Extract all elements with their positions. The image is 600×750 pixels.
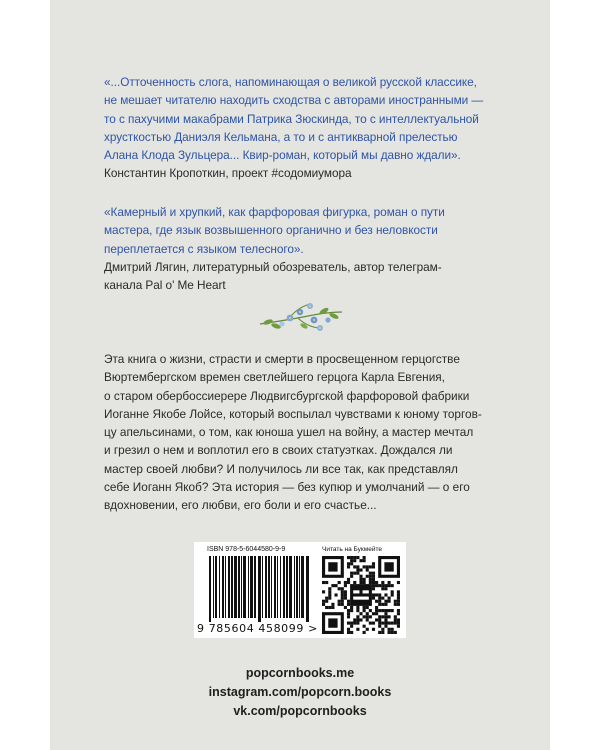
qr-caption: Читать на Букмейте xyxy=(322,546,382,553)
quote-line: переплетается с языком телесного». xyxy=(104,241,304,256)
back-cover xyxy=(50,0,550,750)
quote-line: не мешает читателю находить сходства с авторами иностранными — xyxy=(104,93,484,108)
qr-code-icon[interactable] xyxy=(322,556,400,634)
vk-link[interactable]: vk.com/popcornbooks xyxy=(233,704,367,718)
quote-line: «...Отточенность слога, напоминающая о великой русской классике, xyxy=(104,75,477,89)
quote-line: Алана Клода Зульцера... Квир-роман, который мы давно ждали». xyxy=(104,148,461,163)
description-line: о старом обербоссиерере Людвигсбургской фарфоровой фабрики xyxy=(104,388,470,403)
isbn-digits: 9 785604 458099 > xyxy=(197,622,318,635)
website-link[interactable]: popcornbooks.me xyxy=(245,666,355,680)
description-line: Эта книга о жизни, страсти и смерти в просвещенном герцогстве xyxy=(104,352,460,366)
description-line: и грезил о нем и воплотил его в своих статуэтках. Дождался ли xyxy=(104,443,453,458)
instagram-link[interactable]: instagram.com/popcorn.books xyxy=(208,685,392,699)
description-line: вдохновении, его любви, его боли и его счастье... xyxy=(104,498,377,513)
isbn-label: ISBN 978-5-6044580-9-9 xyxy=(207,546,286,553)
quote-line: мастера, где язык возвышенного органично и без неловкости xyxy=(104,223,438,238)
quote-author: канала Pal o' Me Heart xyxy=(104,278,226,293)
review-quote-1 xyxy=(104,73,504,183)
description-line: себе Иоганн Якоб? Эта история — без купюр и умолчаний — о его xyxy=(104,480,470,495)
book-description xyxy=(104,350,504,515)
barcode-icon xyxy=(207,556,313,622)
review-quote-2 xyxy=(104,203,504,294)
quote-author: Дмитрий Лягин, литературный обозреватель, автор телеграм- xyxy=(104,259,442,274)
quote-line: хрусткостью Даниэля Кельмана, а то и с антикварной прелестью xyxy=(104,129,458,144)
description-line: цу апельсинами, о том, как юноша ушел на войну, а мастер мечтал xyxy=(104,425,474,440)
quote-line: «Камерный и хрупкий, как фарфоровая фигурка, роман о пути xyxy=(104,205,445,219)
description-line: Вюртембергском времен светлейшего герцога Карла Евгения, xyxy=(104,370,445,385)
quote-author: Константин Кропоткин, проект #содомиумора xyxy=(104,166,352,181)
description-line: Иоганне Якобе Лойсе, который воспылал чувствами к юному торгов- xyxy=(104,406,482,421)
description-line: мастер своей любви? И получилось ли все так, как представлял xyxy=(104,461,458,476)
flower-sprig-icon xyxy=(258,300,344,334)
quote-line: то с пахучими макабрами Патрика Зюскинда, то с интеллектуальной xyxy=(104,111,479,126)
barcode-panel xyxy=(194,542,406,638)
publisher-links xyxy=(0,664,600,721)
